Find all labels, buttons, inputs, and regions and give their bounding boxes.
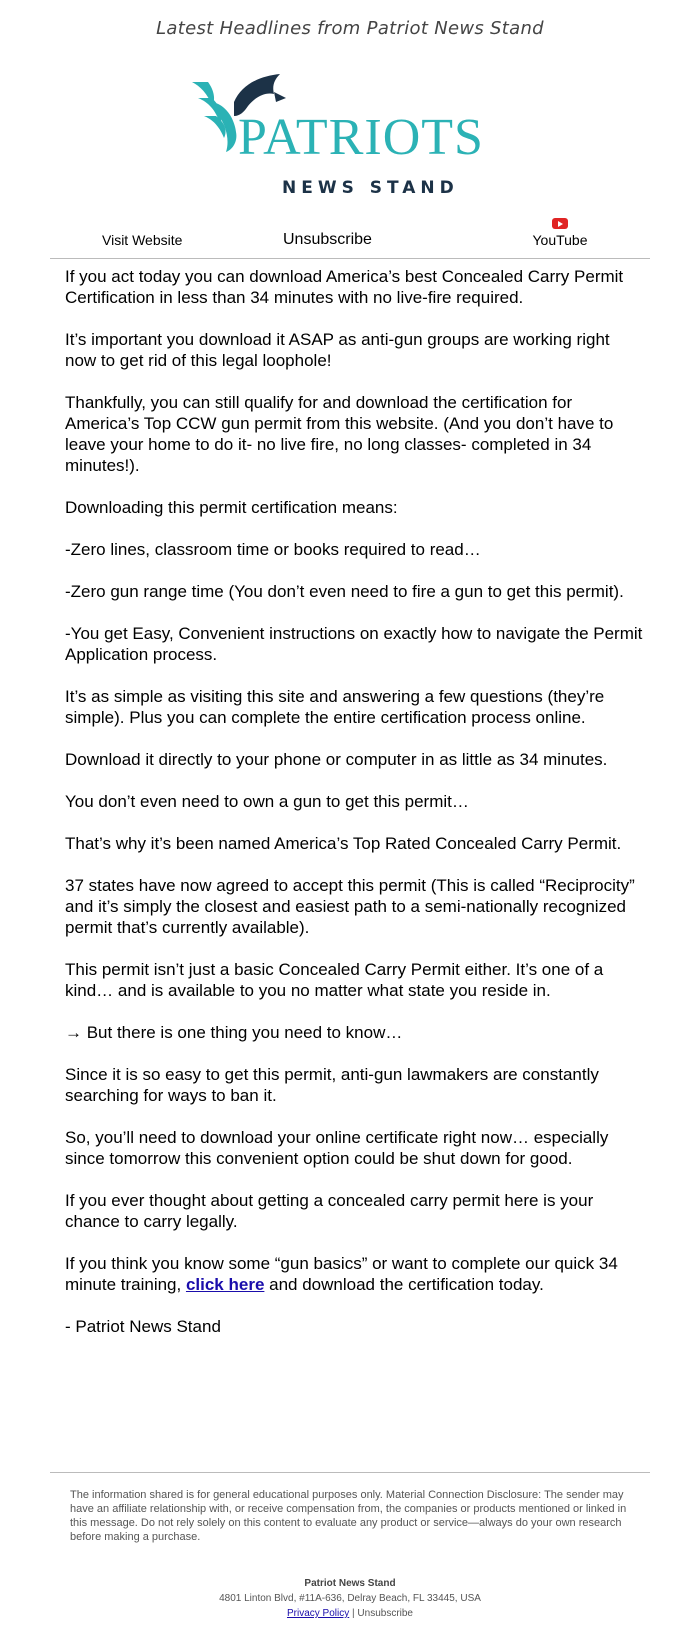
logo-wordmark: PATRIOTS — [238, 109, 484, 166]
body-paragraph: -Zero lines, classroom time or books required to read… — [65, 540, 481, 559]
body-paragraph: -You get Easy, Convenient instructions on exactly how to navigate the Permit Application process. — [65, 624, 643, 664]
body-paragraph: -Zero gun range time (You don’t even need to fire a gun to get this permit). — [65, 582, 624, 601]
unsubscribe-link-top[interactable]: Unsubscribe — [283, 231, 372, 248]
youtube-link[interactable] — [528, 218, 592, 248]
body-paragraph: This permit isn’t just a basic Concealed Carry Permit either. It’s one of a kind… and is available to you no matter what state you reside in. — [65, 960, 604, 1000]
body-paragraph: 37 states have now agreed to accept this permit (This is called “Reciprocity” and it’s simply the closest and easiest path to a semi-nationally recognized permit that’s currently available). — [65, 876, 635, 937]
body-paragraph: Downloading this permit certification means: — [65, 498, 398, 517]
unsubscribe-link-footer[interactable]: Unsubscribe — [357, 1608, 413, 1619]
footer-links — [0, 1606, 700, 1621]
body-paragraph: Download it directly to your phone or computer in as little as 34 minutes. — [65, 750, 608, 769]
footer-separator: | — [352, 1608, 355, 1619]
body-paragraph: That’s why it’s been named America’s Top Rated Concealed Carry Permit. — [65, 834, 622, 853]
tagline: Latest Headlines from Patriot News Stand — [156, 18, 544, 39]
header-nav — [50, 222, 650, 252]
logo-subtitle: NEWS STAND — [282, 178, 459, 198]
cta-text-after: and download the certification today. — [264, 1275, 544, 1294]
body-paragraph: So, you’ll need to download your online certificate right now… especially since tomorrow this convenient option could be shut down for good. — [65, 1128, 609, 1168]
youtube-icon — [552, 218, 568, 229]
click-here-link[interactable]: click here — [185, 1275, 265, 1294]
footer-address: 4801 Linton Blvd, #11A-636, Delray Beach, FL 33445, USA — [219, 1593, 481, 1604]
body-paragraph: If you ever thought about getting a concealed carry permit here is your chance to carry legally. — [65, 1191, 594, 1231]
body-paragraph: If you act today you can download America’s best Concealed Carry Permit Certification in less than 34 minutes with no live-fire required. — [65, 267, 624, 307]
cta-text-before: If you think you know some “gun basics” or want to complete our quick 34 minute training, — [65, 1254, 618, 1294]
body-paragraph: It’s important you download it ASAP as anti-gun groups are working right now to get rid of this legal loophole! — [65, 330, 610, 370]
privacy-policy-link[interactable]: Privacy Policy — [286, 1608, 350, 1619]
signoff: - Patriot News Stand — [65, 1317, 221, 1336]
footer — [0, 1576, 700, 1621]
body-paragraph: You don’t even need to own a gun to get this permit… — [65, 792, 469, 811]
divider-top — [50, 258, 650, 259]
body-paragraph: → But there is one thing you need to know… — [65, 1023, 403, 1042]
body-paragraph: Since it is so easy to get this permit, anti-gun lawmakers are constantly searching for ways to ban it. — [65, 1065, 599, 1105]
cta-paragraph — [65, 1253, 645, 1295]
visit-website-link[interactable]: Visit Website — [102, 232, 183, 248]
divider-bottom — [50, 1472, 650, 1473]
email-body — [65, 266, 645, 1358]
body-paragraph: It’s as simple as visiting this site and answering a few questions (they’re simple). Plus you can complete the entire certification process online. — [65, 687, 605, 727]
footer-company: Patriot News Stand — [304, 1578, 396, 1589]
body-paragraph: Thankfully, you can still qualify for and download the certification for America’s Top CCW gun permit from this website. (And you don’t have to leave your home to do it- no live fire, no long classes- completed in 34 minutes!). — [65, 393, 614, 475]
youtube-label: YouTube — [532, 232, 588, 248]
disclaimer-text: The information shared is for general educational purposes only. Material Connection Disclosure: The sender may have an affiliate relationship with, or receive compensation from, the companies or products mentioned or linked in this message. Do not rely solely on this content to evaluate any product or service—always do your own research before making a purchase. — [70, 1489, 627, 1543]
patriots-news-stand-logo[interactable] — [190, 72, 510, 204]
